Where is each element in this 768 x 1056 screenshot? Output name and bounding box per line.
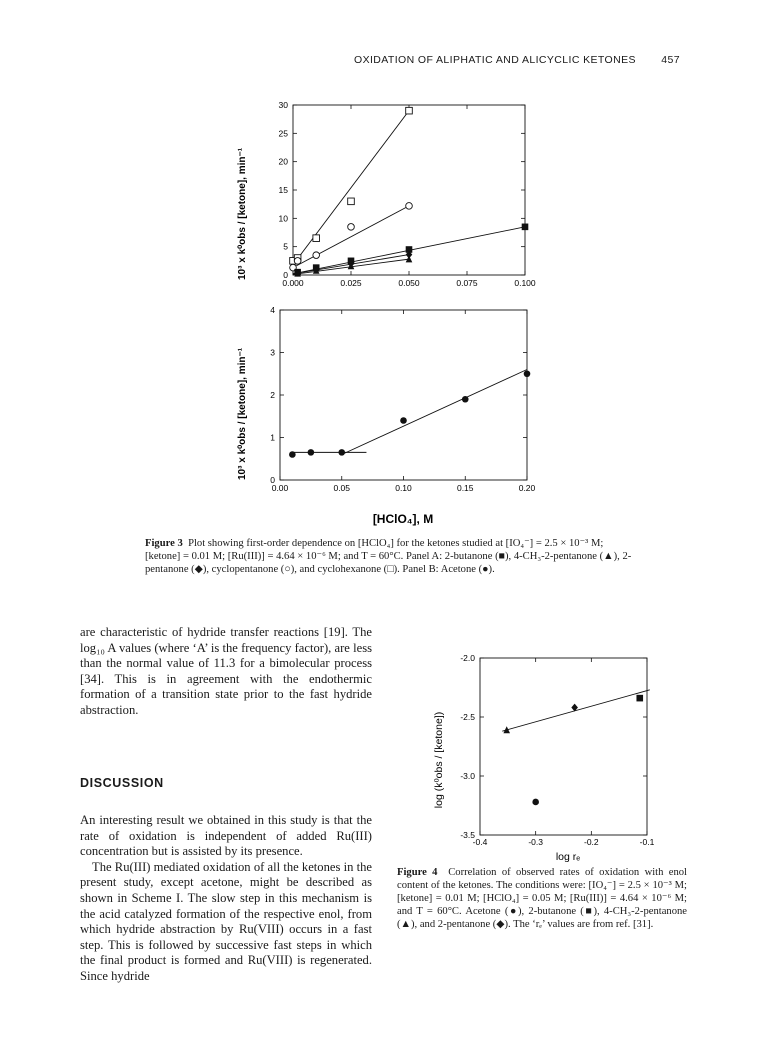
chart0-ytick-label: 30 — [278, 100, 288, 110]
body-column-top — [80, 625, 372, 719]
panelB-point — [400, 417, 407, 424]
body-column-bottom — [80, 813, 372, 985]
figure4-caption-text: Correlation of observed rates of oxidation with enol content of the ketones. The conditions were: [IO₄⁻] = 2.5 × 10⁻³ M; [ketone] = 0.01 M; [HClO₄] = 0.05 M; [Ru(III)] = 4.64 × 10⁻⁶ M; and T = 60°C. Acetone (●), 2-butanone (■), 4-CH₃-2-pentanone (▲), and 2-pentanone (◆). The ‘rₑ’ values are from ref. [31]. — [397, 867, 688, 930]
panelB-point — [308, 449, 315, 456]
chart0-ytick-label: 10 — [278, 213, 288, 224]
figure4-ytick-label: -3.5 — [460, 830, 475, 840]
chart1-xtick-label: 0.15 — [456, 483, 474, 493]
panelA-series1-point — [313, 252, 320, 259]
figure3-panelB — [270, 305, 535, 493]
figure4-fit-line — [502, 690, 650, 731]
figure4-frame — [480, 658, 647, 835]
figure4-ytick-label: -2.0 — [460, 653, 475, 663]
figure4-xtick-label: -0.4 — [472, 837, 488, 847]
chart0-ytick-label: 5 — [283, 241, 288, 252]
paragraph-1: are characteristic of hydride transfer reactions [19]. The log₁₀ A values (where ‘A’ is the frequency factor), are less than the normal value of 11.3 for a bimolecular process [34]. This is in agreement with the endothermic formation of a transition state prior to the fast hydride abstraction. — [80, 625, 372, 717]
chart0-xtick-label: 0.000 — [282, 278, 304, 288]
figure4-series3-point — [532, 799, 539, 806]
figure4-series0-point — [503, 726, 510, 733]
figure4-ytick-label: -3.0 — [460, 771, 475, 781]
panelB-point — [462, 396, 469, 403]
figure4-ytick-label: -2.5 — [460, 712, 475, 722]
panelB-xlabel: [HClO₄], M — [372, 512, 434, 526]
panelB-ylabel: 10³ x k⁰obs / [ketone], min⁻¹ — [237, 347, 248, 480]
chart0-ytick-label: 0 — [283, 270, 288, 280]
panelB-fit-line — [342, 370, 527, 455]
section-heading-discussion: DISCUSSION — [80, 776, 164, 790]
panelA-series4-point — [406, 255, 413, 262]
panelA-series1-point — [348, 224, 355, 231]
figure4-label: Figure 4 — [397, 867, 438, 878]
panelA-series0-point — [313, 235, 320, 242]
figure-3 — [215, 95, 555, 535]
figure4-xtick-label: -0.3 — [528, 837, 543, 847]
chart0-xtick-label: 0.075 — [456, 278, 478, 288]
panelA-ylabel: 10³ x k⁰obs / [ketone], min⁻¹ — [237, 147, 248, 280]
figure4-xtick-label: -0.1 — [639, 837, 655, 847]
chart1-xtick-label: 0.05 — [333, 483, 351, 493]
panelA-series2-point — [522, 224, 529, 231]
panelA-series0-fit-line — [293, 111, 409, 265]
chart0-xtick-label: 0.050 — [398, 278, 420, 288]
chart1-xtick-label: 0.10 — [395, 483, 412, 493]
paragraph-3: The Ru(III) mediated oxidation of all the ketones in the present study, except acetone, might be described as shown in Scheme I. The slow step in this mechanism is the acid catalyzed formation of the respective enol, from which hydride abstraction by Ru(VIII) occurs in a fast step. This is followed by successive fast steps in which the final product is formed and Ru(VIII) is regenerated. Since hydride — [80, 859, 372, 983]
panelB-point — [524, 370, 531, 377]
figure4-xlabel: log rₑ — [555, 851, 581, 863]
figure4-plot — [460, 653, 654, 847]
panelA-series0-point — [348, 198, 355, 205]
paragraph-2: An interesting result we obtained in this study is that the rate of oxidation is independent of added Ru(III) concentration but is assisted by its presence. — [80, 813, 372, 859]
panelA-series1-point — [406, 203, 413, 210]
chart1-ytick-label: 4 — [270, 305, 275, 315]
chart1-xtick-label: 0.00 — [271, 483, 289, 493]
figure4-series2-point — [636, 695, 643, 702]
figure-4 — [425, 650, 660, 865]
page-number: 457 — [661, 54, 680, 66]
chart0-xtick-label: 0.025 — [340, 278, 362, 288]
chart0-ytick-label: 15 — [278, 185, 288, 195]
chart0-xtick-label: 0.100 — [514, 278, 536, 288]
figure3-caption — [145, 537, 635, 576]
figure3-panelA — [279, 100, 536, 288]
chart1-ytick-label: 3 — [270, 347, 275, 358]
figure3-label: Figure 3 — [145, 538, 183, 549]
chart0-ytick-label: 25 — [278, 128, 288, 139]
figure4-caption — [397, 866, 687, 931]
figure4-ylabel: log (k⁰obs / [ketone]) — [433, 711, 445, 809]
panelA-series1-point — [294, 258, 301, 265]
chart0-ytick-label: 20 — [278, 156, 288, 167]
chart1-ytick-label: 1 — [270, 432, 275, 443]
chart1-xtick-label: 0.20 — [518, 483, 536, 493]
panelB-point — [289, 451, 296, 458]
chart1-ytick-label: 0 — [270, 475, 275, 485]
chart1-frame — [280, 310, 527, 480]
running-title: OXIDATION OF ALIPHATIC AND ALICYCLIC KETONES — [354, 54, 636, 66]
panelA-series0-point — [406, 107, 413, 114]
chart1-ytick-label: 2 — [270, 390, 275, 400]
running-header — [354, 54, 680, 68]
figure4-xtick-label: -0.2 — [584, 837, 599, 847]
figure3-caption-text: Plot showing first-order dependence on [HClO₄] for the ketones studied at [IO₄⁻] = 2.5 × 10⁻³ M; [ketone] = 0.01 M; [Ru(III)] = 4.64 × 10⁻⁶ M; and T = 60°C. Panel A: 2-butanone (■), 4-CH₃-2-pentanone (▲), 2-pentanone (◆), cyclopentanone (○), and cyclohexanone (□). Panel B: Acetone (●). — [145, 538, 632, 575]
panelB-point — [338, 449, 345, 456]
